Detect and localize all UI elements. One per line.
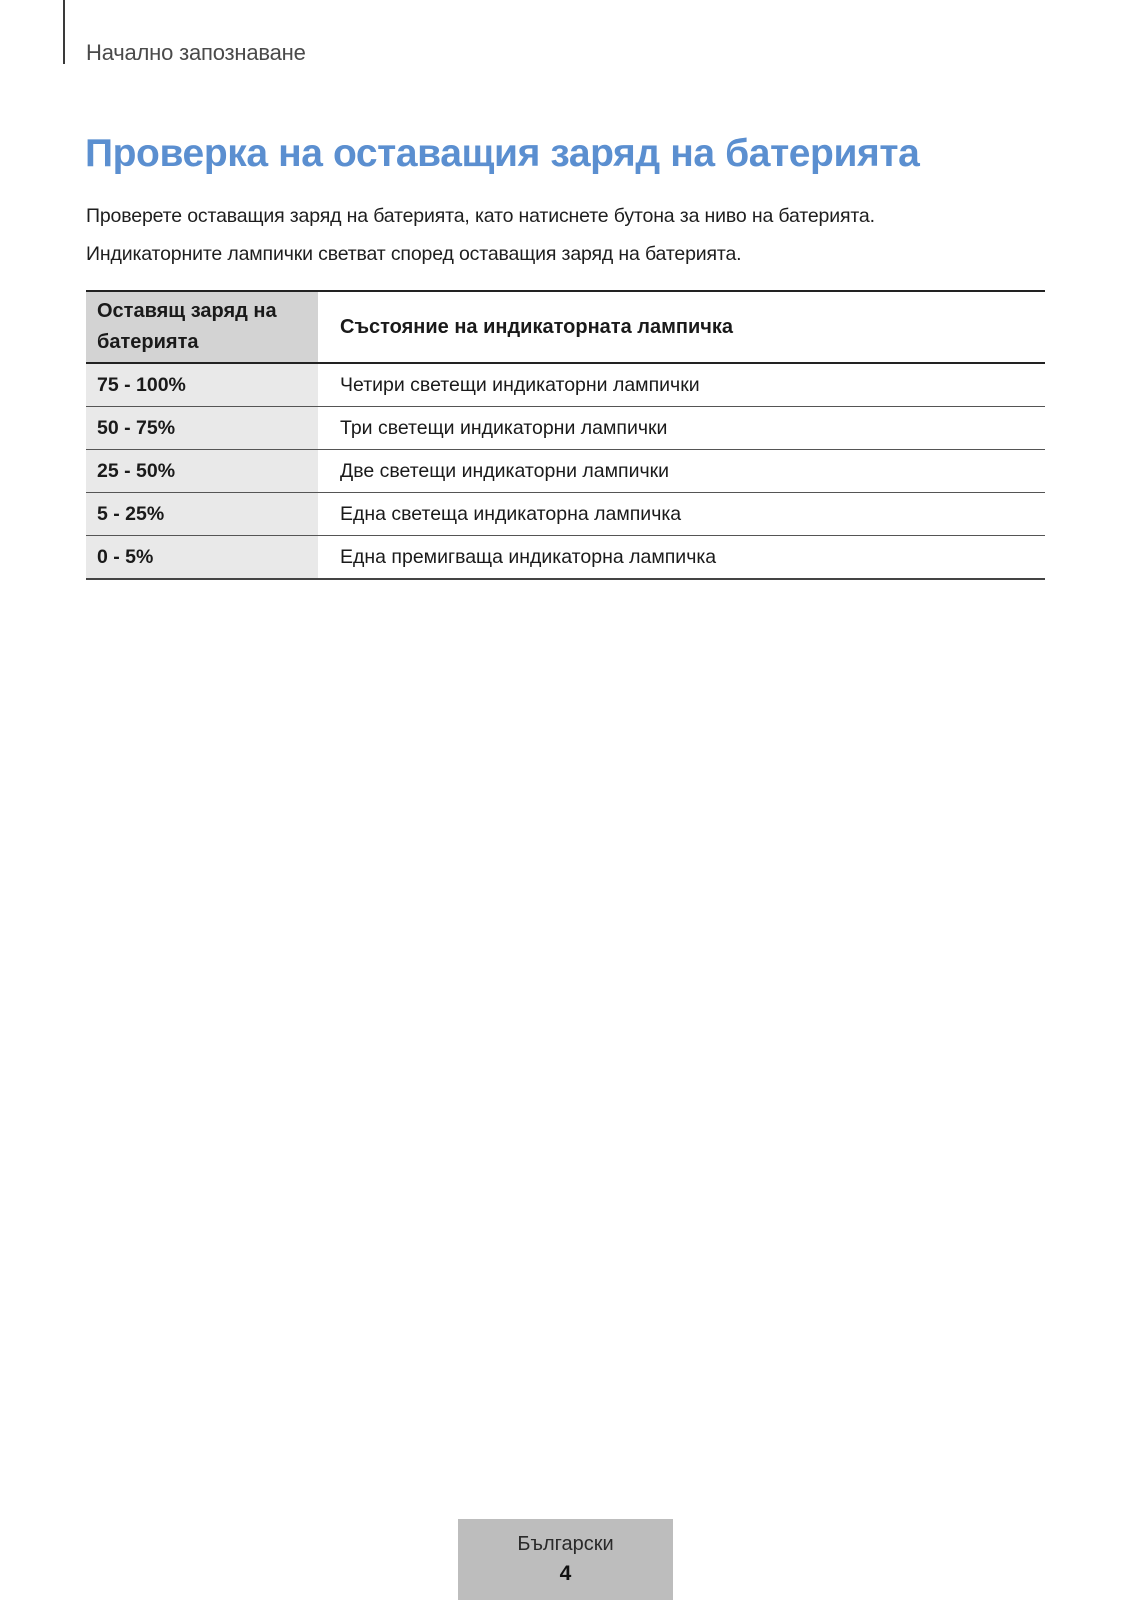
page-title: Проверка на оставащия заряд на батерията xyxy=(85,132,920,175)
margin-rule xyxy=(63,0,65,64)
battery-range-cell: 0 - 5% xyxy=(86,536,318,580)
page-number: 4 xyxy=(559,1562,572,1585)
page-footer xyxy=(458,1519,673,1600)
indicator-state-cell: Една светеща индикаторна лампичка xyxy=(318,493,1045,536)
column-header-battery-level: Оставящ заряд на батерията xyxy=(86,291,318,363)
table-header-row xyxy=(86,291,1045,363)
intro-paragraph-2: Индикаторните лампички светват според оставащия заряд на батерията. xyxy=(86,243,742,265)
indicator-state-cell: Две светещи индикаторни лампички xyxy=(318,450,1045,493)
intro-paragraph-1: Проверете оставащия заряд на батерията, като натиснете бутона за ниво на батерията. xyxy=(86,205,875,227)
indicator-state-cell: Три светещи индикаторни лампички xyxy=(318,407,1045,450)
battery-level-table xyxy=(86,290,1045,580)
indicator-state-cell: Една премигваща индикаторна лампичка xyxy=(318,536,1045,580)
battery-range-cell: 75 - 100% xyxy=(86,363,318,407)
table-row xyxy=(86,493,1045,536)
battery-range-cell: 50 - 75% xyxy=(86,407,318,450)
table-row xyxy=(86,536,1045,580)
battery-range-cell: 25 - 50% xyxy=(86,450,318,493)
table-row xyxy=(86,450,1045,493)
indicator-state-cell: Четири светещи индикаторни лампички xyxy=(318,363,1045,407)
column-header-indicator-state: Състояние на индикаторната лампичка xyxy=(318,291,1045,363)
table-row xyxy=(86,363,1045,407)
section-label: Начално запознаване xyxy=(86,40,306,65)
battery-range-cell: 5 - 25% xyxy=(86,493,318,536)
table-row xyxy=(86,407,1045,450)
footer-language: Български xyxy=(517,1533,614,1555)
